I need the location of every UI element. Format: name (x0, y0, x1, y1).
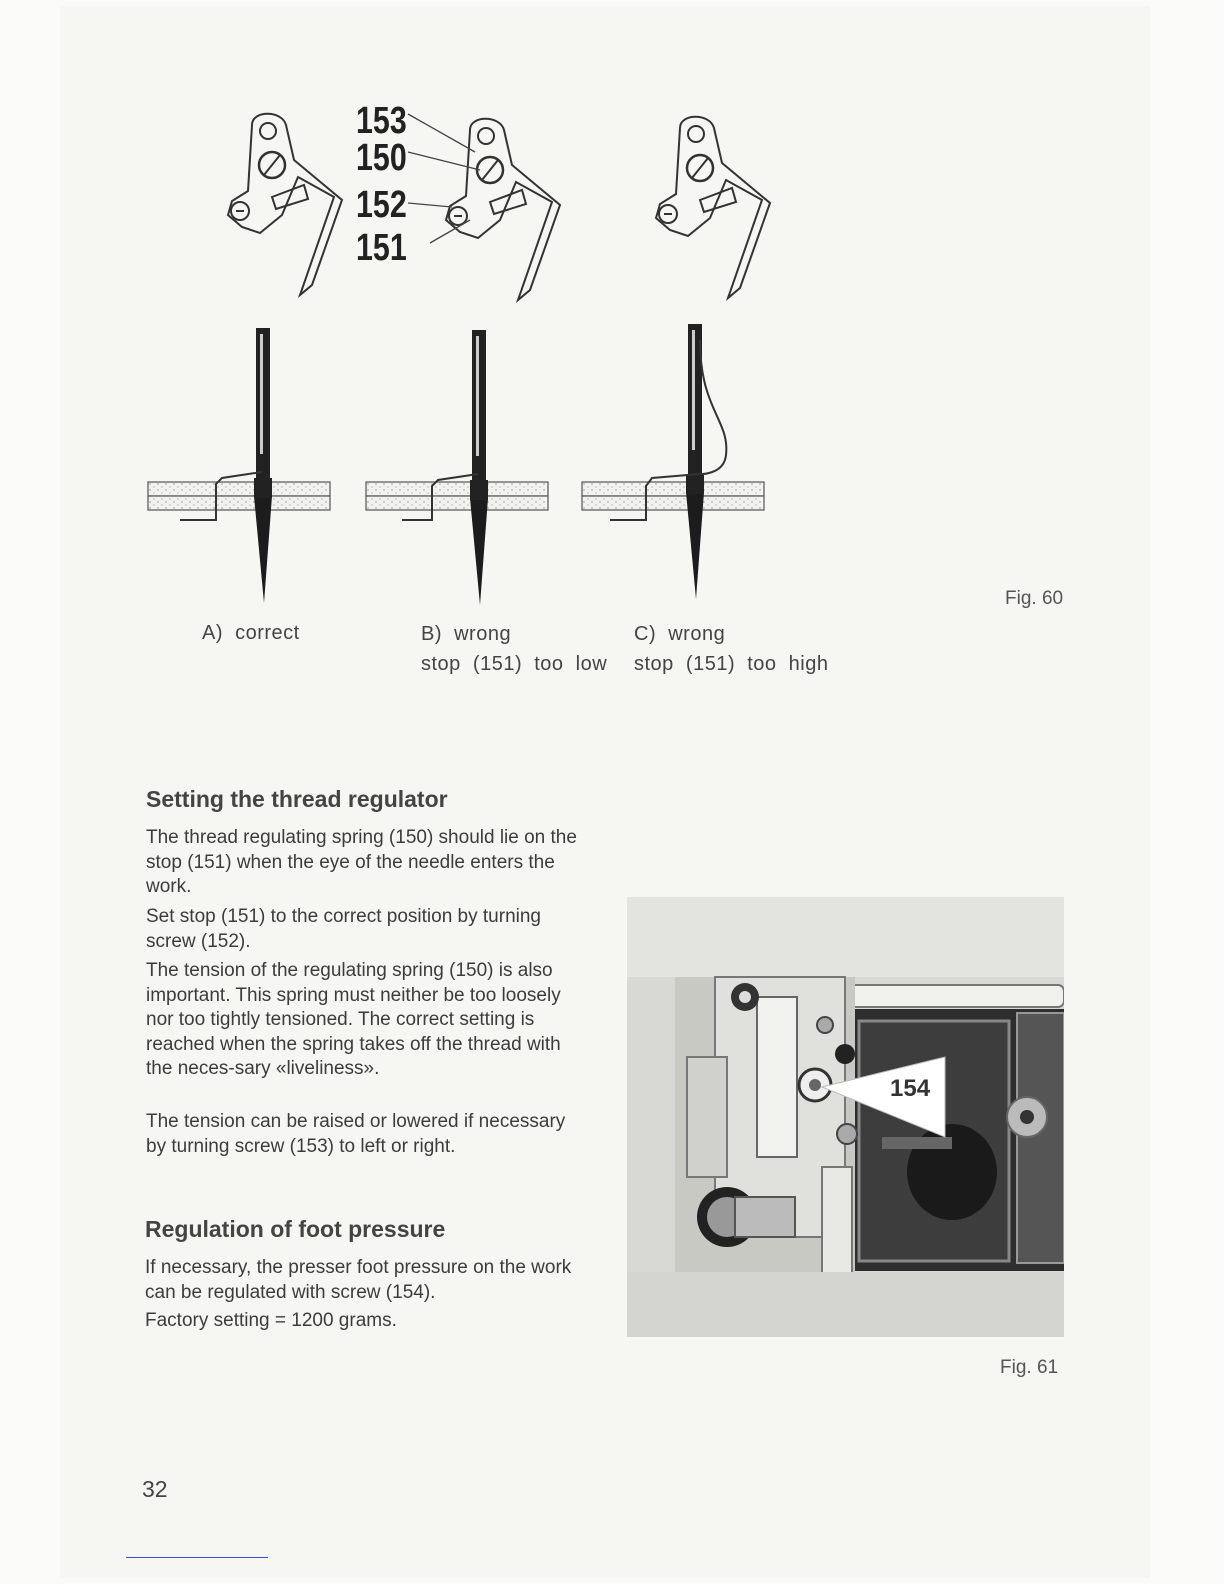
callout-154: 154 (890, 1075, 931, 1102)
paragraph: The tension can be raised or lowered if necessary by turning screw (153) to left or right. (146, 1111, 566, 1157)
section-heading-foot-pressure: Regulation of foot pressure (145, 1216, 446, 1242)
section-heading-thread-regulator: Setting the thread regulator (146, 786, 448, 812)
caption-b-line1: B) wrong (421, 623, 512, 645)
page-number: 32 (142, 1476, 168, 1502)
callout-152: 152 (356, 184, 407, 226)
paragraph: Set stop (151) to the correct position by turning screw (152). (146, 906, 541, 952)
paragraph: Factory setting = 1200 grams. (145, 1310, 397, 1331)
caption-c-line1: C) wrong (634, 623, 726, 645)
figure-61-photo (627, 897, 1064, 1337)
fig-61-label: Fig. 61 (1000, 1357, 1059, 1378)
paragraph: If necessary, the presser foot pressure on the work can be regulated with screw (154). (145, 1257, 572, 1303)
callout-153: 153 (356, 100, 407, 142)
callout-150: 150 (356, 137, 407, 179)
caption-a-line1: A) correct (202, 622, 300, 644)
bottom-rule (126, 1557, 268, 1558)
paragraph: The thread regulating spring (150) should lie on the stop (151) when the eye of the needle enters the work. (146, 827, 577, 897)
fig-60-label: Fig. 60 (1005, 588, 1064, 609)
callout-151: 151 (356, 227, 407, 269)
caption-a (202, 618, 300, 648)
caption-c-line2: stop (151) too high (634, 653, 829, 675)
paragraph: The tension of the regulating spring (150) is also important. This spring must neither be too loosely nor too tightly tensioned. The correct setting is reached when the spring takes off the thread with the neces-sary «liveliness». (146, 960, 561, 1079)
caption-b-line2: stop (151) too low (421, 653, 608, 675)
figure-60-illustration (140, 90, 860, 610)
caption-c (634, 619, 828, 679)
caption-b (421, 619, 607, 679)
